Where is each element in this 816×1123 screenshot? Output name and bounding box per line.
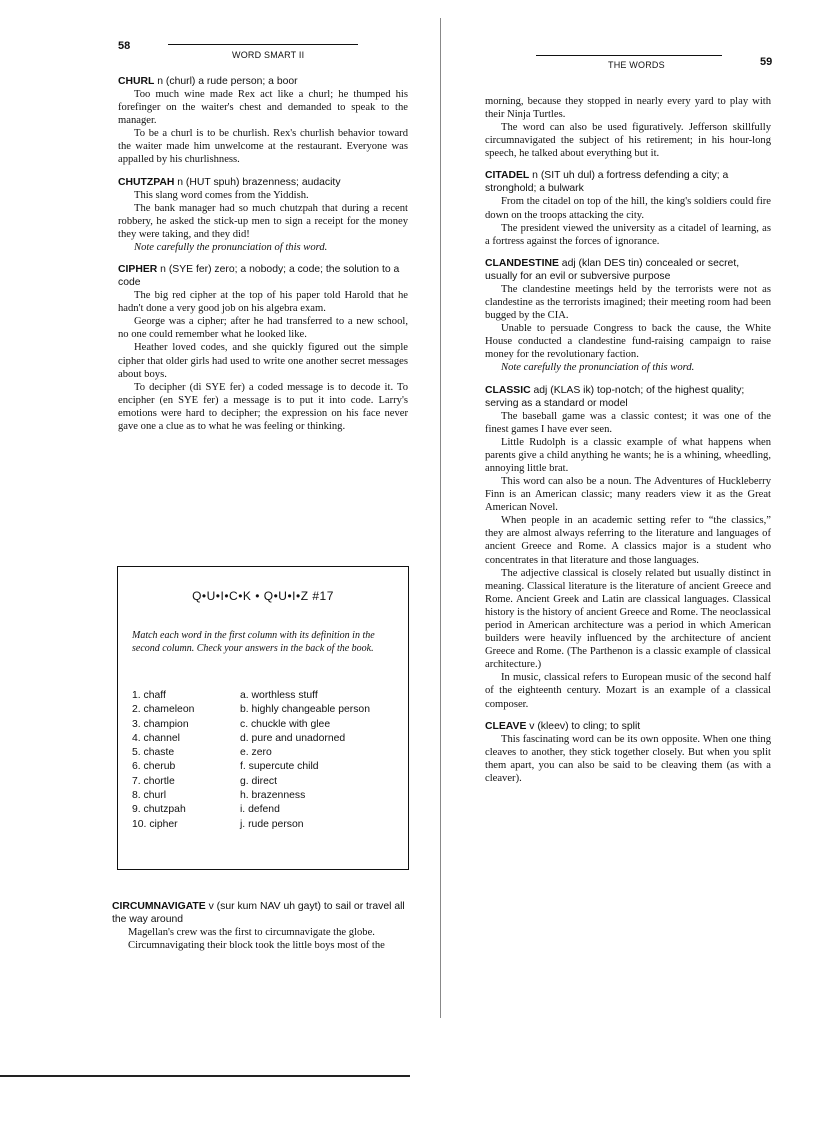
entry-paragraph: Heather loved codes, and she quickly figured out the simple cipher that older girls had used to write one another secret messages about boys. — [118, 342, 408, 380]
quiz-row: 5. chaste e. zero — [132, 747, 272, 759]
header-rule-left — [168, 44, 358, 45]
quiz-row: 7. chortle g. direct — [132, 775, 277, 787]
entry-clandestine-head: CLANDESTINE adj (klan DES tin) concealed or secret, usually for an evil or subversive purpose — [485, 257, 740, 282]
quiz-row: 2. chameleon b. highly changeable person — [132, 704, 370, 716]
entry-chutzpah-head: CHUTZPAH n (HUT spuh) brazenness; audacity — [118, 176, 341, 188]
entry-circumnavigate-head: CIRCUMNAVIGATE v (sur kum NAV uh gayt) to sail or travel all the way around — [112, 901, 405, 925]
page-edge-line — [0, 1075, 410, 1077]
entry-paragraph: This fascinating word can be its own opposite. When one thing cleaves to another, they stick together closely. But when you split them apart, you can also be said to be cleaving them (as with a cleaver). — [485, 733, 771, 784]
entry-paragraph: Magellan's crew was the first to circumnavigate the globe. — [128, 927, 375, 938]
page-number-right: 59 — [760, 56, 773, 68]
quiz-row: 10. cipher j. rude person — [132, 818, 304, 830]
quiz-row: 9. chutzpah i. defend — [132, 804, 280, 816]
entry-paragraph: The baseball game was a classic contest; it was one of the finest games I have ever seen. — [485, 410, 771, 435]
entry-paragraph: The clandestine meetings held by the terrorists were not as clandestine as the terrorists imagined; their meeting room had been bugged by the CIA. — [485, 283, 771, 322]
entry-paragraph: The adjective classical is closely related but usually distinct in meaning. Classical literature is the literature of ancient Greece and Rome. Ancient Greek and Latin are classical languages. Classical history is the history of ancient Greece and Rome. The neoclassical period in American architecture was a period in which American builders were heavily influenced by the architecture of ancient Greece and Rome. (The Parthenon is a classic example of classical architecture.) — [485, 567, 771, 671]
entry-paragraph: To be a churl is to be churlish. Rex's churlish behavior toward the waiter made him unwelcome at the restaurant. Everyone was appalled by his churlishness. — [118, 128, 408, 166]
entry-paragraph: Note carefully the pronunciation of this word. — [501, 362, 695, 374]
quiz-row: 3. champion c. chuckle with glee — [132, 718, 331, 730]
entry-paragraph: This word can also be a noun. The Adventures of Huckleberry Finn is an American classic; many readers view it as the Great American Novel. — [485, 475, 771, 514]
entry-paragraph: Note carefully the pronunciation of this word. — [134, 241, 328, 253]
left-bottom-entry — [112, 900, 408, 952]
entry-paragraph: From the citadel on top of the hill, the king's soldiers could fire down on the troops attacking the city. — [485, 196, 771, 221]
entry-citadel-head: CITADEL n (SIT uh dul) a fortress defending a city; a stronghold; a bulwark — [485, 170, 729, 195]
entry-paragraph: To decipher (di SYE fer) a coded message is to decode it. To encipher (en SYE fer) a message is to put it into code. Larry's emotions were hard to decipher; the expression on his face never gave one a clue as to what he was feeling or thinking. — [118, 381, 408, 432]
quiz-row: 8. churl h. brazenness — [132, 790, 306, 802]
header-rule-right — [536, 55, 722, 56]
entry-paragraph: When people in an academic setting refer to “the classics,” they are almost always referring to the literature and languages of ancient Greece and Rome. A classics major is a student who concentrates in that literature and those languages. — [485, 515, 771, 566]
quiz-row: 6. cherub f. supercute child — [132, 761, 319, 773]
entry-paragraph: In music, classical refers to European music of the second half of the eighteenth century. Mozart is an example of a classical composer. — [485, 672, 771, 710]
left-column — [118, 75, 408, 433]
quiz-instructions: Match each word in the first column with its definition in the second column. Check your answers in the back of the book. — [132, 630, 375, 654]
quick-quiz-box — [117, 566, 409, 870]
entry-classic-head: CLASSIC adj (KLAS ik) top-notch; of the highest quality; serving as a standard or model — [485, 384, 745, 409]
entry-churl-head: CHURL n (churl) a rude person; a boor — [118, 76, 298, 87]
entry-paragraph: George was a cipher; after he had transferred to a new school, no one could remember what he looked like. — [118, 316, 408, 341]
quiz-row: 4. channel d. pure and unadorned — [132, 732, 346, 744]
entry-paragraph: Circumnavigating their block took the little boys most of the — [128, 940, 385, 952]
entry-paragraph: This slang word comes from the Yiddish. — [134, 189, 309, 201]
entry-paragraph: The word can also be used figuratively. Jefferson skillfully circumnavigated the subject of his retirement; in his hour-long speech, he talked about everything but it. — [485, 122, 771, 160]
quiz-title: Q•U•I•C•K • Q•U•I•Z #17 — [192, 589, 334, 603]
page-number-left: 58 — [118, 40, 131, 52]
entry-paragraph: Little Rudolph is a classic example of what happens when parents give a child anything he wants; he is a whining, wheedling, annoying little brat. — [485, 436, 771, 474]
book-spine — [440, 18, 441, 1018]
entry-paragraph: The president viewed the university as a citadel of learning, as a fortress against the forces of ignorance. — [485, 222, 771, 247]
quiz-row: 1. chaff a. worthless stuff — [132, 690, 318, 701]
entry-paragraph: Unable to persuade Congress to back the cause, the White House conducted a clandestine fund-raising campaign to raise money for the revolutionary faction. — [485, 323, 771, 361]
running-head-right: THE WORDS — [608, 60, 665, 70]
entry-paragraph: morning, because they stopped in nearly every yard to play with their Ninja Turtles. — [485, 96, 771, 121]
entry-cipher-head: CIPHER n (SYE fer) zero; a nobody; a code; the solution to a code — [118, 264, 400, 289]
entry-cleave-head: CLEAVE v (kleev) to cling; to split — [485, 720, 641, 732]
running-head-left: WORD SMART II — [232, 50, 305, 60]
entry-paragraph: The bank manager had so much chutzpah that during a recent robbery, he asked the stick-up men to sign a receipt for the money they were taking, and they did! — [118, 202, 408, 240]
entry-paragraph: The big red cipher at the top of his paper told Harold that he hadn't done a very good job on his algebra exam. — [118, 290, 408, 315]
right-column — [485, 95, 771, 785]
quiz-match-list — [132, 689, 402, 832]
entry-paragraph: Too much wine made Rex act like a churl; he thumped his forefinger on the waiter's chest and demanded to speak to the manager. — [118, 89, 408, 127]
